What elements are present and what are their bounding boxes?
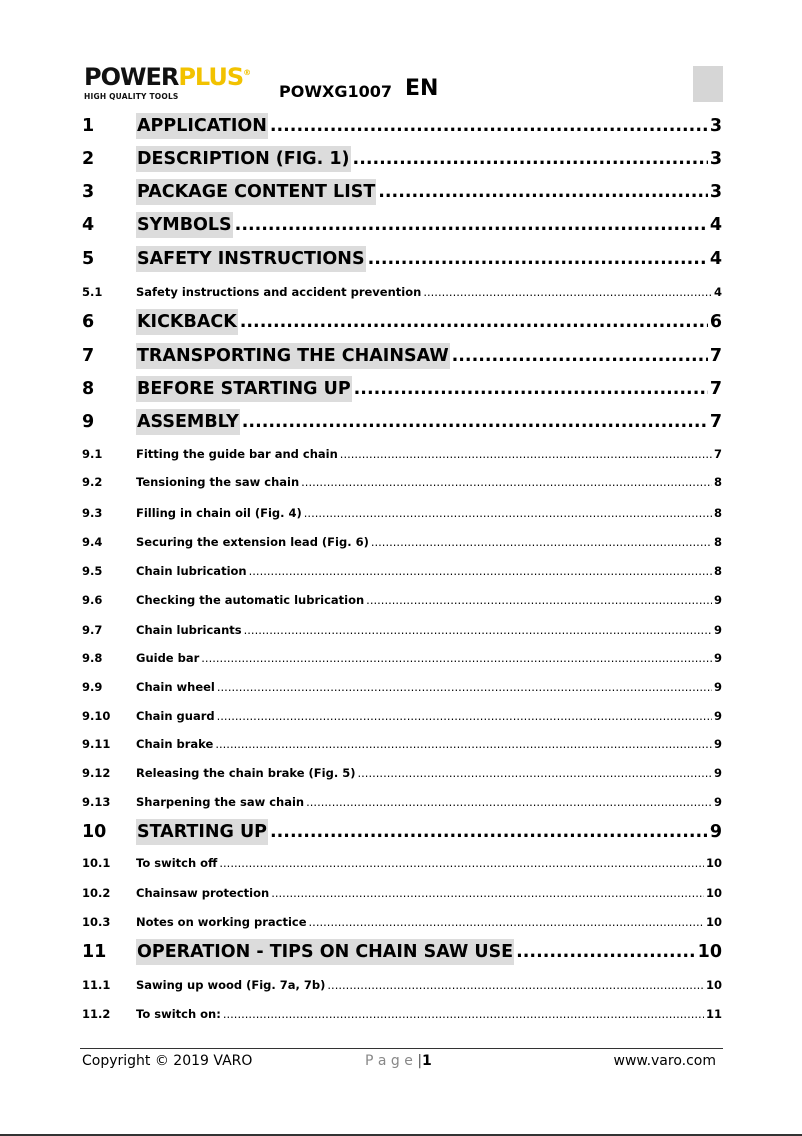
toc-entry[interactable] <box>82 976 722 994</box>
toc-entry-number: 9 <box>82 412 95 432</box>
toc-entry-page: 10 <box>705 856 722 870</box>
toc-entry[interactable] <box>82 212 722 238</box>
toc-leader-dots <box>249 562 712 580</box>
toc-entry[interactable] <box>82 562 722 580</box>
toc-entry-number: 9.8 <box>82 651 103 665</box>
toc-entry-number: 10 <box>82 822 107 842</box>
toc-entry-title: Filling in chain oil (Fig. 4) <box>136 506 302 520</box>
toc-entry-title: SAFETY INSTRUCTIONS <box>136 246 366 272</box>
toc-leader-dots <box>366 591 712 609</box>
toc-entry-title: Checking the automatic lubrication <box>136 593 365 607</box>
toc-entry-page: 4 <box>713 285 722 299</box>
toc-entry-number: 9.13 <box>82 795 111 809</box>
toc-leader-dots <box>368 246 708 272</box>
toc-entry-number: 8 <box>82 379 95 399</box>
toc-entry-page: 9 <box>709 822 722 842</box>
toc-entry[interactable] <box>82 735 722 753</box>
toc-entry-title: APPLICATION <box>136 113 268 139</box>
toc-entry-number: 4 <box>82 215 95 235</box>
toc-entry-page: 4 <box>709 249 722 269</box>
toc-entry-title: DESCRIPTION (FIG. 1) <box>136 146 351 172</box>
toc-entry[interactable] <box>82 884 722 902</box>
toc-entry-page: 7 <box>709 412 722 432</box>
toc-entry-page: 8 <box>713 475 722 489</box>
toc-entry-number: 11.1 <box>82 978 111 992</box>
toc-entry[interactable] <box>82 179 722 205</box>
toc-leader-dots <box>223 1005 704 1023</box>
toc-entry-title: ASSEMBLY <box>136 409 240 435</box>
toc-entry-number: 10.2 <box>82 886 111 900</box>
toc-leader-dots <box>242 409 708 435</box>
toc-entry-title: To switch on: <box>136 1007 221 1021</box>
model-number: POWXG1007 <box>279 82 392 101</box>
toc-entry[interactable] <box>82 854 722 872</box>
toc-leader-dots <box>306 793 712 811</box>
footer-copyright: Copyright © 2019 VARO <box>82 1053 253 1069</box>
toc-entry-number: 9.9 <box>82 680 103 694</box>
toc-entry[interactable] <box>82 1005 722 1023</box>
toc-leader-dots <box>201 649 712 667</box>
toc-leader-dots <box>304 504 712 522</box>
toc-entry[interactable] <box>82 621 722 639</box>
toc-entry-title: Fitting the guide bar and chain <box>136 447 338 461</box>
toc-entry-page: 9 <box>713 766 722 780</box>
toc-leader-dots <box>235 212 708 238</box>
toc-entry-number: 9.4 <box>82 535 103 549</box>
toc-leader-dots <box>357 764 712 782</box>
language-code: EN <box>405 76 439 101</box>
toc-entry-title: Tensioning the saw chain <box>136 475 300 489</box>
toc-entry-title: Sawing up wood (Fig. 7a, 7b) <box>136 978 326 992</box>
toc-entry-title: Chainsaw protection <box>136 886 270 900</box>
toc-entry-number: 9.12 <box>82 766 111 780</box>
toc-entry[interactable] <box>82 707 722 725</box>
toc-entry-title: KICKBACK <box>136 309 238 335</box>
toc-entry[interactable] <box>82 913 722 931</box>
toc-leader-dots <box>371 533 712 551</box>
toc-entry[interactable] <box>82 113 722 139</box>
toc-entry-page: 7 <box>713 447 722 461</box>
toc-entry[interactable] <box>82 376 722 402</box>
toc-entry-number: 5.1 <box>82 285 103 299</box>
footer-website: www.varo.com <box>613 1053 716 1069</box>
toc-leader-dots <box>309 913 704 931</box>
toc-entry-title: Chain brake <box>136 737 214 751</box>
toc-entry[interactable] <box>82 533 722 551</box>
toc-entry-number: 9.2 <box>82 475 103 489</box>
toc-entry-page: 9 <box>713 593 722 607</box>
toc-leader-dots <box>244 621 712 639</box>
header-corner-box <box>693 66 723 102</box>
toc-entry-title: Chain guard <box>136 709 215 723</box>
logo-tagline: HIGH QUALITY TOOLS <box>84 92 179 101</box>
toc-entry-page: 9 <box>713 795 722 809</box>
toc-entry-page: 4 <box>709 215 722 235</box>
toc-entry[interactable] <box>82 591 722 609</box>
toc-entry-page: 8 <box>713 564 722 578</box>
toc-entry-number: 10.1 <box>82 856 111 870</box>
toc-entry-page: 10 <box>705 978 722 992</box>
toc-entry-title: Chain lubricants <box>136 623 242 637</box>
toc-entry-number: 10.3 <box>82 915 111 929</box>
toc-entry-title: TRANSPORTING THE CHAINSAW <box>136 343 450 369</box>
toc-entry-title: Chain lubrication <box>136 564 247 578</box>
toc-entry-number: 9.10 <box>82 709 111 723</box>
toc-leader-dots <box>301 473 712 491</box>
toc-entry-page: 3 <box>709 182 722 202</box>
toc-entry[interactable] <box>82 649 722 667</box>
toc-entry-page: 11 <box>705 1007 722 1021</box>
toc-entry-page: 7 <box>709 379 722 399</box>
toc-leader-dots <box>327 976 704 994</box>
toc-entry-number: 7 <box>82 346 95 366</box>
toc-entry-number: 11.2 <box>82 1007 111 1021</box>
toc-entry-number: 9.1 <box>82 447 103 461</box>
toc-entry-number: 9.6 <box>82 593 103 607</box>
toc-entry[interactable] <box>82 409 722 435</box>
toc-leader-dots <box>353 146 708 172</box>
toc-entry-title: STARTING UP <box>136 819 268 845</box>
toc-entry[interactable] <box>82 504 722 522</box>
toc-leader-dots <box>340 445 712 463</box>
toc-entry-page: 7 <box>709 346 722 366</box>
toc-entry-page: 10 <box>697 942 722 962</box>
toc-entry-title: PACKAGE CONTENT LIST <box>136 179 376 205</box>
toc-entry-page: 10 <box>705 886 722 900</box>
toc-entry-number: 11 <box>82 942 107 962</box>
page-label: P a g e <box>365 1053 413 1069</box>
toc-entry-title: Guide bar <box>136 651 200 665</box>
toc-leader-dots <box>423 283 712 301</box>
toc-entry-page: 3 <box>709 116 722 136</box>
toc-entry-title: BEFORE STARTING UP <box>136 376 352 402</box>
footer-divider <box>80 1048 723 1049</box>
toc-entry-page: 9 <box>713 651 722 665</box>
toc-entry[interactable] <box>82 283 722 301</box>
toc-leader-dots <box>378 179 708 205</box>
toc-leader-dots <box>271 884 704 902</box>
toc-entry-page: 9 <box>713 737 722 751</box>
toc-leader-dots <box>270 819 708 845</box>
toc-entry[interactable] <box>82 146 722 172</box>
toc-entry-page: 3 <box>709 149 722 169</box>
toc-entry[interactable] <box>82 793 722 811</box>
toc-entry-title: SYMBOLS <box>136 212 233 238</box>
powerplus-logo <box>84 64 274 101</box>
toc-entry[interactable] <box>82 309 722 335</box>
toc-entry-page: 8 <box>713 535 722 549</box>
toc-entry[interactable] <box>82 819 722 845</box>
toc-entry-number: 2 <box>82 149 95 169</box>
toc-entry[interactable] <box>82 246 722 272</box>
toc-entry-page: 6 <box>709 312 722 332</box>
toc-entry-page: 10 <box>705 915 722 929</box>
toc-leader-dots <box>452 343 708 369</box>
toc-leader-dots <box>219 854 704 872</box>
toc-entry[interactable] <box>82 473 722 491</box>
toc-entry-title: Safety instructions and accident prevention <box>136 285 422 299</box>
toc-entry[interactable] <box>82 939 722 965</box>
toc-leader-dots <box>215 735 712 753</box>
toc-entry-title: Notes on working practice <box>136 915 307 929</box>
footer-page: P a g e |1 <box>365 1053 432 1069</box>
toc-entry-number: 1 <box>82 116 95 136</box>
toc-entry-title: Chain wheel <box>136 680 215 694</box>
toc-entry-page: 9 <box>713 623 722 637</box>
toc-entry-number: 6 <box>82 312 95 332</box>
toc-entry[interactable] <box>82 678 722 696</box>
toc-entry-title: Securing the extension lead (Fig. 6) <box>136 535 369 549</box>
toc-leader-dots <box>217 678 712 696</box>
toc-entry-number: 5 <box>82 249 95 269</box>
toc-entry[interactable] <box>82 764 722 782</box>
toc-entry-title: To switch off <box>136 856 218 870</box>
toc-entry-title: Releasing the chain brake (Fig. 5) <box>136 766 356 780</box>
toc-entry-number: 9.3 <box>82 506 103 520</box>
toc-entry-number: 9.7 <box>82 623 103 637</box>
toc-entry-title: Sharpening the saw chain <box>136 795 305 809</box>
toc-entry-page: 9 <box>713 680 722 694</box>
page-number: 1 <box>422 1053 432 1069</box>
logo-wordmark: POWERPLUS® <box>84 63 251 91</box>
toc-entry-page: 9 <box>713 709 722 723</box>
toc-entry-number: 9.5 <box>82 564 103 578</box>
toc-leader-dots <box>516 939 696 965</box>
toc-entry-title: OPERATION - TIPS ON CHAIN SAW USE <box>136 939 514 965</box>
toc-entry[interactable] <box>82 445 722 463</box>
toc-leader-dots <box>270 113 708 139</box>
toc-entry[interactable] <box>82 343 722 369</box>
toc-leader-dots <box>240 309 708 335</box>
toc-leader-dots <box>217 707 712 725</box>
toc-entry-page: 8 <box>713 506 722 520</box>
toc-entry-number: 9.11 <box>82 737 111 751</box>
toc-entry-number: 3 <box>82 182 95 202</box>
toc-leader-dots <box>354 376 708 402</box>
